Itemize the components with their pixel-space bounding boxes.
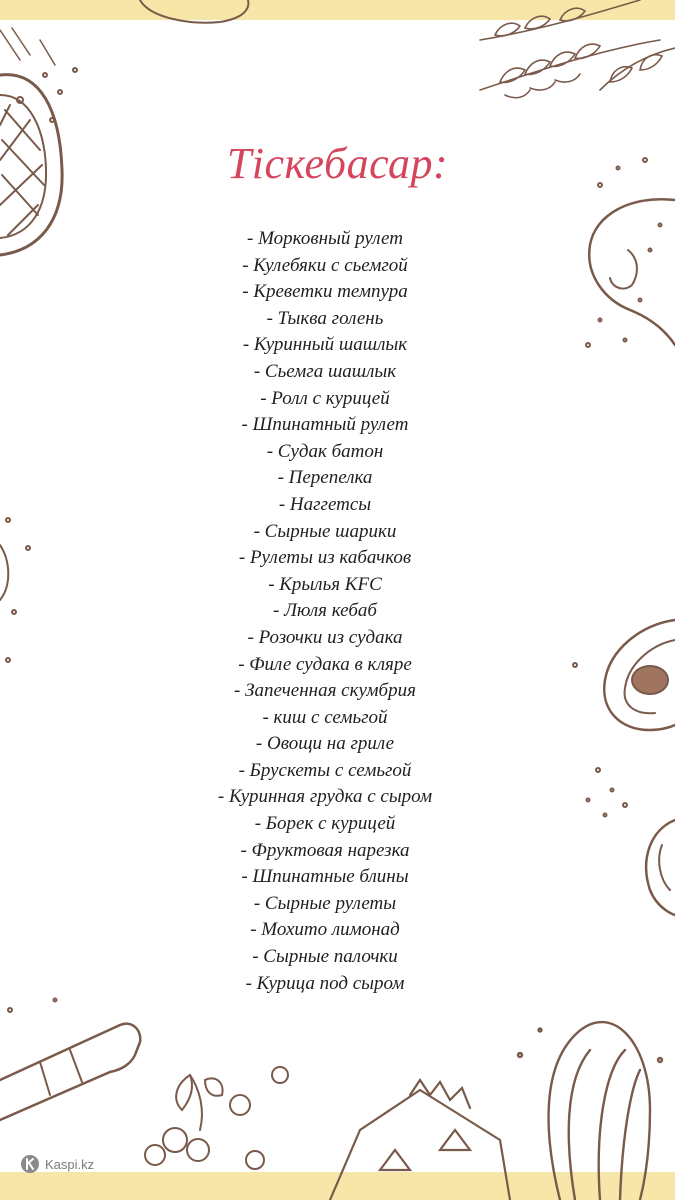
menu-item: - Судак батон (266, 440, 384, 462)
menu-item: - Овощи на гриле (255, 733, 395, 755)
kaspi-watermark (20, 1153, 94, 1175)
menu-item: - Фруктовая нарезка (240, 839, 410, 861)
wheat-sketch (480, 0, 675, 98)
menu-list (0, 226, 650, 997)
menu-item: - Мохито лимонад (250, 919, 400, 941)
menu-item: - Брускеты с семьгой (238, 759, 412, 781)
menu-item: - Рулеты из кабачков (238, 547, 412, 569)
menu-item: - Шпинатный рулет (241, 414, 409, 436)
menu-item: - киш с семьгой (262, 706, 388, 728)
menu-item: - Запеченная скумбрия (234, 680, 416, 702)
menu-item: - Сьемга шашлык (253, 360, 397, 382)
menu-item: - Тыква голень (266, 307, 384, 329)
kaspi-logo-icon (20, 1154, 40, 1174)
page-title: Тіскебасар: (226, 139, 449, 188)
menu-item: - Розочки из судака (247, 626, 403, 648)
menu-item: - Наггетсы (278, 493, 372, 515)
menu-item: - Сырные шарики (253, 520, 397, 542)
bread-sketch (140, 0, 248, 23)
menu-item: - Крылья KFC (268, 573, 382, 595)
menu-item: - Сырные рулеты (253, 892, 397, 914)
menu-item: - Кулебяки с сьемгой (242, 254, 408, 276)
rolling-pin-sketch (0, 999, 140, 1121)
menu-item: - Филе судака в кляре (238, 653, 412, 675)
menu-item: - Сырные палочки (252, 946, 398, 968)
menu-item: - Люля кебаб (273, 600, 377, 622)
cheese-sketch (330, 1080, 510, 1200)
menu-item: - Борек с курицей (254, 813, 396, 835)
menu-item: - Морковный рулет (247, 228, 403, 249)
menu-item: - Перепелка (277, 467, 373, 489)
herb-sketch (145, 1067, 288, 1169)
menu-item: - Креветки темпура (242, 281, 408, 303)
watermark-text: Kaspi.kz (45, 1156, 95, 1172)
menu-item: - Ролл с курицей (260, 387, 390, 409)
menu-item: - Курица под сыром (245, 972, 405, 994)
whisk-sketch (518, 1022, 662, 1200)
menu-item: - Шпинатные блины (241, 866, 409, 888)
menu-item: - Куринный шашлык (242, 334, 408, 356)
menu-item: - Куринная грудка с сыром (217, 786, 433, 808)
